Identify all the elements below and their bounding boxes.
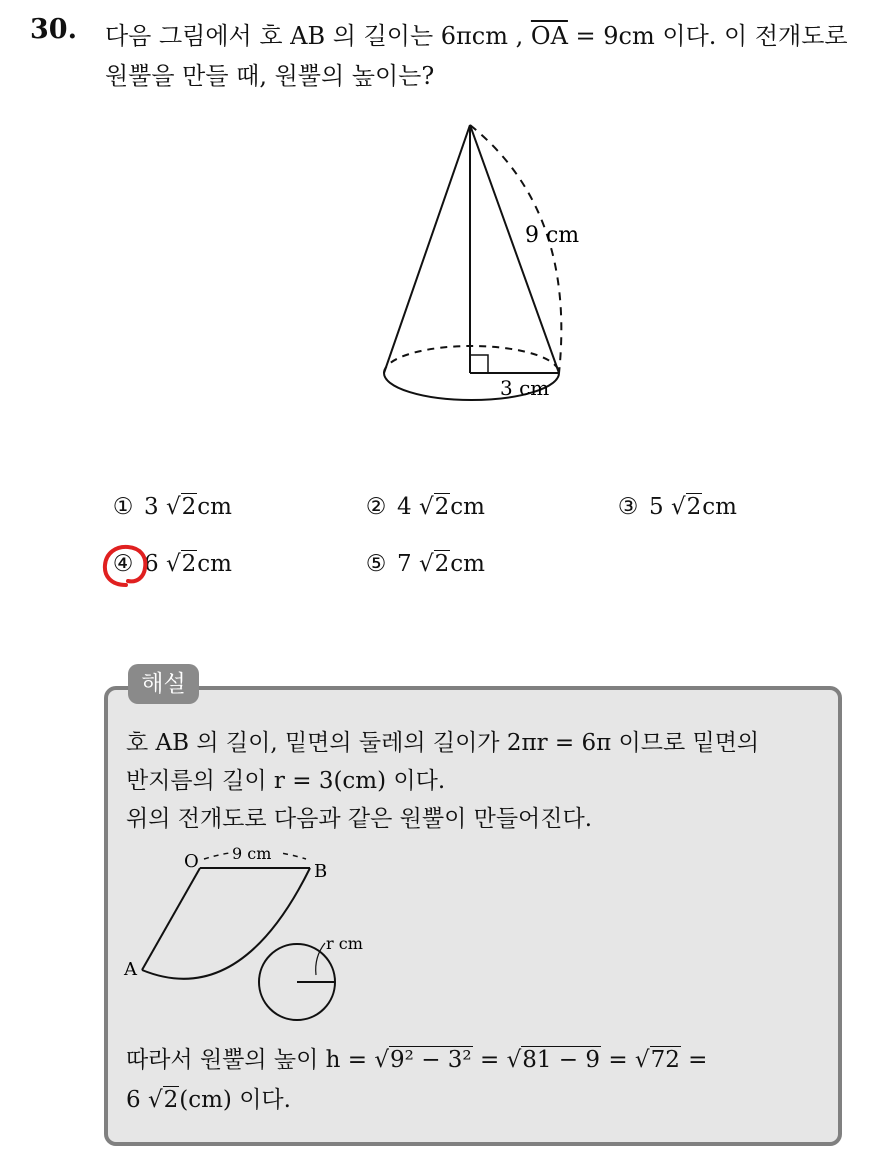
solution-tag: 해설 <box>128 664 199 704</box>
label-o: O <box>184 851 199 872</box>
radius-leader <box>316 943 325 975</box>
question-number: 30. <box>30 14 77 45</box>
question-text-line1: 다음 그림에서 호 AB 의 길이는 6πcm , $\overline{OA} = 9cm$ 이다. 이 전개도로 <box>105 22 848 50</box>
answer-circle-mark <box>100 541 152 591</box>
choice-2[interactable]: ② 4 √2cm <box>365 494 485 520</box>
dimension-label: 9 cm <box>232 845 272 863</box>
solution-line5: 6 √2(cm) 이다. <box>126 1087 291 1113</box>
choice-1[interactable]: ① 3 √2cm <box>112 494 232 520</box>
net-figure <box>120 845 380 1030</box>
choice-4[interactable]: ④ 6 √2cm <box>112 551 232 577</box>
radius-label: 3 cm <box>500 376 550 400</box>
sector-radius-oa <box>142 868 200 970</box>
label-r: r cm <box>326 934 363 953</box>
solution-line4: 따라서 원뿔의 높이 h = √9² − 3² = √81 − 9 = √72 = <box>126 1047 708 1073</box>
solution-line2: 반지름의 길이 r = 3(cm) 이다. <box>126 768 446 794</box>
cone-figure <box>370 115 610 415</box>
choice-5[interactable]: ⑤ 7 √2cm <box>365 551 485 577</box>
question-text-line2: 원뿔을 만들 때, 원뿔의 높이는? <box>105 62 435 90</box>
sector-arc <box>142 868 310 979</box>
solution-line1: 호 AB 의 길이, 밑면의 둘레의 길이가 2πr = 6π 이므로 밑면의 <box>126 730 760 756</box>
cone-left-edge <box>384 125 470 373</box>
solution-line3: 위의 전개도로 다음과 같은 원뿔이 만들어진다. <box>126 806 593 832</box>
label-b: B <box>314 861 328 882</box>
base-back <box>384 346 559 373</box>
segment-oa: $\overline{OA}$ <box>530 22 568 50</box>
slant-label: 9 cm <box>525 223 580 248</box>
label-a: A <box>124 959 137 980</box>
choice-3[interactable]: ③ 5 √2cm <box>617 494 737 520</box>
right-angle-mark <box>470 355 488 373</box>
cone-right-edge <box>470 125 559 373</box>
